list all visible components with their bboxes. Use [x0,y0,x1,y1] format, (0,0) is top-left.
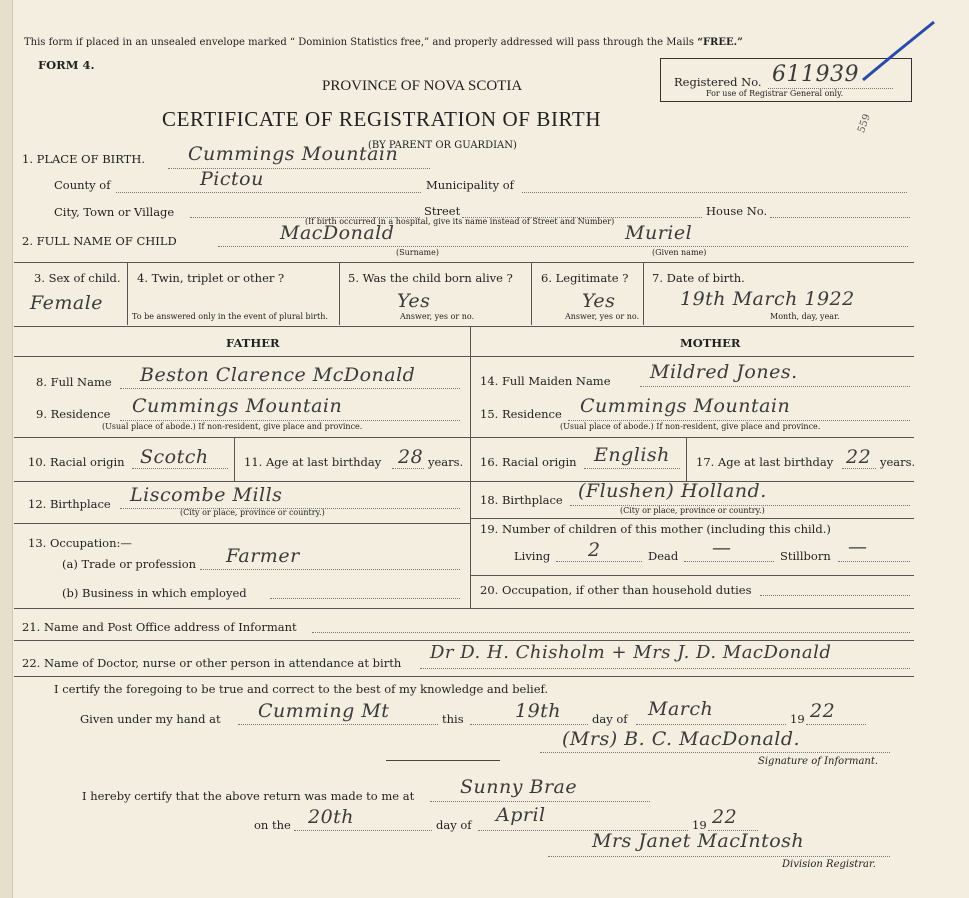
father-residence-label: 9. Residence [36,407,111,421]
dead-value: — [712,537,732,559]
place-of-birth-label: 1. PLACE OF BIRTH. [22,152,146,166]
street-label: Street [424,204,461,218]
municipality-label: Municipality of [426,178,514,192]
registrar-signature: Mrs Janet MacIntosh [592,830,805,852]
father-age-value: 28 [398,446,424,468]
mother-birthplace-value: (Flushen) Holland. [578,480,767,502]
father-name-value: Beston Clarence McDonald [140,364,416,386]
legitimate-value: Yes [582,290,616,312]
father-name-label: 8. Full Name [36,375,112,389]
check-mark [858,18,938,88]
child-surname: MacDonald [280,222,395,244]
child-name-label: 2. FULL NAME OF CHILD [22,234,177,248]
mother-racial-label: 16. Racial origin [480,455,577,469]
sex-value: Female [30,292,104,314]
living-value: 2 [588,539,601,561]
left-margin-strip [0,0,13,898]
father-residence-note: (Usual place of abode.) If non-resident, give place and province. [102,422,363,431]
mother-name-value: Mildred Jones. [650,361,798,383]
mother-racial-value: English [594,444,670,466]
given-year-prefix: 19 [790,712,805,726]
living-label: Living [514,549,551,563]
informant-signature-label: Signature of Informant. [758,756,879,767]
given-year-value: 22 [810,700,836,722]
free-notice: “FREE.” [697,37,743,48]
legitimate-label: 6. Legitimate ? [541,271,629,285]
mailing-notice [24,37,743,48]
child-given-name: Muriel [625,222,693,244]
given-month-value: March [648,698,714,720]
mother-age-value: 22 [846,446,872,468]
mother-heading: MOTHER [680,336,741,350]
mother-residence-note: (Usual place of abode.) If non-resident, give place and province. [560,422,821,431]
registrar-month-value: April [496,804,546,826]
father-age-label: 11. Age at last birthday [244,455,382,469]
county-value: Pictou [200,168,264,190]
stamp-number: 559 [856,112,873,135]
birth-date-note: Month, day, year. [770,312,840,321]
given-place-value: Cumming Mt [258,700,390,722]
birth-date-label: 7. Date of birth. [652,271,745,285]
city-label: City, Town or Village [54,205,175,219]
place-of-birth-value: Cummings Mountain [188,143,399,165]
father-heading: FATHER [226,336,280,350]
sex-label: 3. Sex of child. [34,271,121,285]
doctor-label: 22. Name of Doctor, nurse or other person in attendance at birth [22,656,402,670]
stillborn-label: Stillborn [780,549,831,563]
dead-label: Dead [648,549,679,563]
legitimate-note: Answer, yes or no. [565,312,640,321]
alive-note: Answer, yes or no. [400,312,475,321]
registrar-on-the-label: on the [254,818,291,832]
father-occupation-label: 13. Occupation:— [28,536,132,550]
father-years-label: years. [428,455,464,469]
children-count-label: 19. Number of children of this mother (including this child.) [480,522,831,536]
registrar-signature-label: Division Registrar. [782,859,876,870]
mother-birthplace-note: (City or place, province or country.) [620,506,765,515]
registrar-day-value: 20th [308,806,355,828]
twin-note: To be answered only in the event of plural birth. [132,312,328,321]
mother-birthplace-label: 18. Birthplace [480,493,563,507]
birth-date-value: 19th March 1922 [680,288,855,310]
registrar-year-value: 22 [712,806,738,828]
father-racial-value: Scotch [140,446,209,468]
registrar-text: I hereby certify that the above return was made to me at [82,789,415,803]
father-birthplace-value: Liscombe Mills [130,484,283,506]
alive-label: 5. Was the child born alive ? [348,271,513,285]
mother-years-label: years. [880,455,916,469]
this-label: this [442,712,464,726]
given-caption: (Given name) [652,248,707,257]
mother-residence-label: 15. Residence [480,407,562,421]
form-number: FORM 4. [38,58,95,72]
surname-caption: (Surname) [396,248,439,257]
father-residence-value: Cummings Mountain [132,395,343,417]
twin-label: 4. Twin, triplet or other ? [137,271,285,285]
county-label: County of [54,178,111,192]
doctor-value: Dr D. H. Chisholm + Mrs J. D. MacDonald [430,642,832,663]
mother-residence-value: Cummings Mountain [580,395,791,417]
mother-age-label: 17. Age at last birthday [696,455,834,469]
father-racial-label: 10. Racial origin [28,455,125,469]
stillborn-value: — [848,536,868,558]
registrar-note: For use of Registrar General only. [706,89,844,98]
informant-label: 21. Name and Post Office address of Informant [22,620,297,634]
alive-value: Yes [397,290,431,312]
registrar-year-prefix: 19 [692,818,707,832]
registered-value: 611939 [772,62,859,87]
mailing-notice-text: This form if placed in an unsealed envelope marked “ Dominion Statistics free,” and properly addressed will pass through the Mails [24,37,694,48]
given-day-value: 19th [515,700,562,722]
registrar-place: Sunny Brae [460,776,578,798]
father-trade-label: (a) Trade or profession [62,557,197,571]
house-label: House No. [706,204,768,218]
father-birthplace-note: (City or place, province or country.) [180,508,325,517]
father-trade-value: Farmer [226,545,300,567]
registrar-day-of-label: day of [436,818,472,832]
mother-occupation-label: 20. Occupation, if other than household duties [480,583,752,597]
province-heading: PROVINCE OF NOVA SCOTIA [322,78,523,94]
informant-signature: (Mrs) B. C. MacDonald. [562,728,801,750]
father-business-label: (b) Business in which employed [62,586,247,600]
hospital-note: (If birth occurred in a hospital, give its name instead of Street and Number) [305,217,615,226]
father-birthplace-label: 12. Birthplace [28,497,111,511]
registered-label: Registered No. [674,75,762,89]
page-title: CERTIFICATE OF REGISTRATION OF BIRTH [162,107,602,131]
given-under-label: Given under my hand at [80,712,221,726]
certify-text: I certify the foregoing to be true and correct to the best of my knowledge and belief. [54,682,549,696]
subtitle: (BY PARENT OR GUARDIAN) [368,140,517,151]
mother-name-label: 14. Full Maiden Name [480,374,611,388]
day-of-label: day of [592,712,628,726]
